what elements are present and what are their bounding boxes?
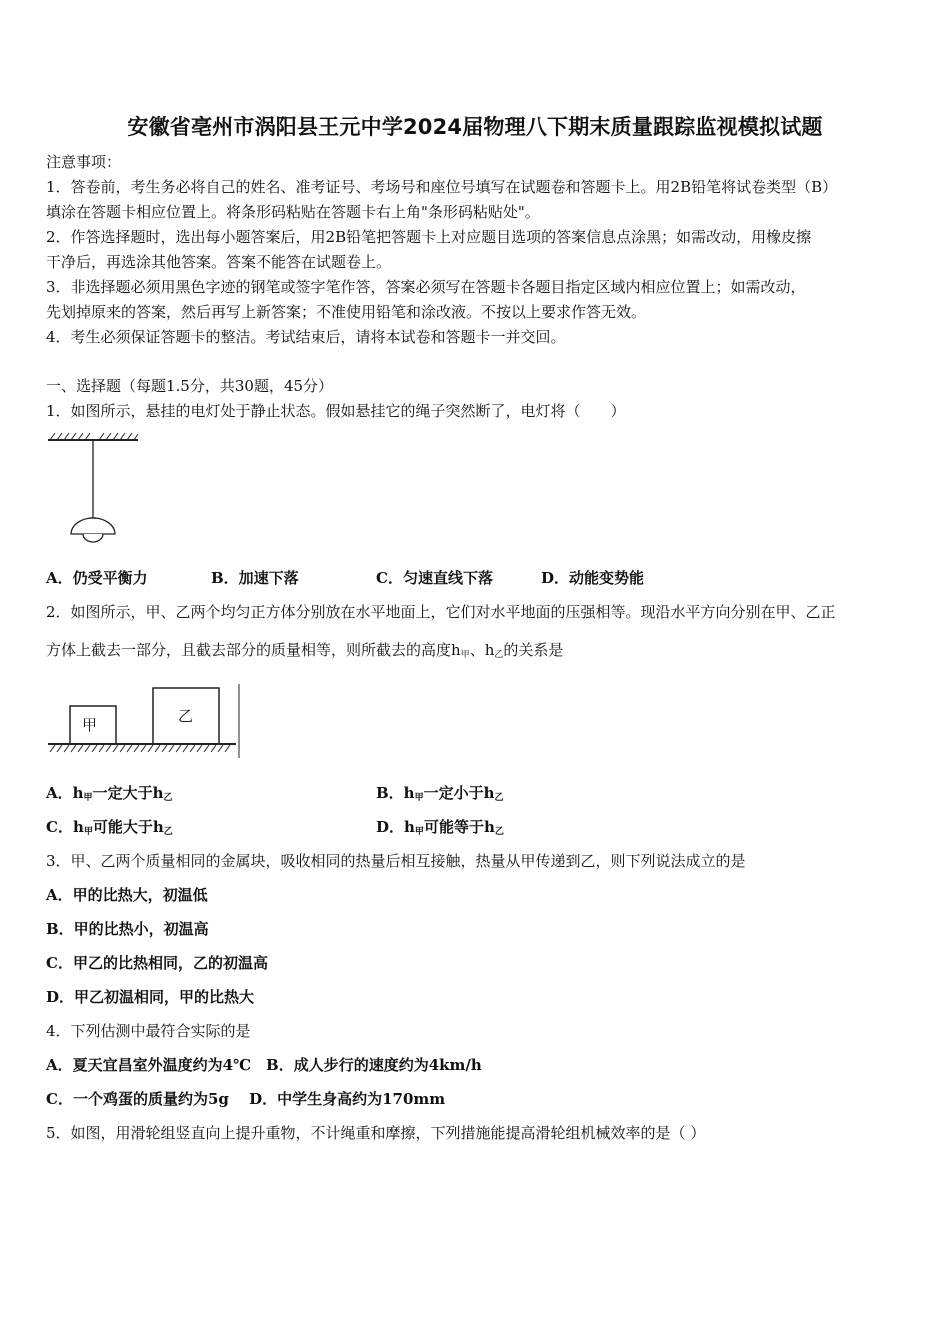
question-1-option-d: D．动能变势能 [541, 569, 645, 587]
question-4-options-ab: A．夏天宜昌室外温度约为4℃ B．成人步行的速度约为4km/h [46, 1056, 482, 1074]
notice-line: 填涂在答题卡相应位置上。将条形码粘贴在答题卡右上角"条形码粘贴处"。 [46, 203, 540, 221]
section-heading: 一、选择题（每题1.5分，共30题，45分） [46, 377, 334, 395]
question-3-option-d: D．甲乙初温相同，甲的比热大 [46, 988, 255, 1006]
cube-jia-label: 甲 [82, 716, 98, 734]
question-1-option-c: C．匀速直线下落 [376, 569, 493, 587]
question-1-stem: 1．如图所示，悬挂的电灯处于静止状态。假如悬挂它的绳子突然断了，电灯将（ ） [46, 402, 626, 420]
question-2-option-d: D．$h_甲$可能等于$h_乙$ [376, 818, 504, 837]
hanging-lamp-figure [46, 436, 146, 551]
question-1-option-a: A．仍受平衡力 [46, 569, 148, 587]
notice-line: 3．非选择题必须用黑色字迹的钢笔或签字笔作答，答案必须写在答题卡各题目指定区域内相应位置上；如需改动， [46, 278, 806, 296]
question-2-stem-line2: 方体上截去一部分，且截去部分的质量相等，则所截去的高度$h_甲$、$h_乙$的关系是 [46, 641, 564, 660]
question-3-option-c: C．甲乙的比热相同，乙的初温高 [46, 954, 268, 972]
question-2-option-c: C．$h_甲$可能大于$h_乙$ [46, 818, 173, 837]
notice-line: 2．作答选择题时，选出每小题答案后，用2B铅笔把答题卡上对应题目选项的答案信息点涂黑；如需改动，用橡皮擦 [46, 228, 812, 246]
notice-line: 4．考生必须保证答题卡的整洁。考试结束后，请将本试卷和答题卡一并交回。 [46, 328, 566, 346]
page-title: 安徽省亳州市涡阳县王元中学2024届物理八下期末质量跟踪监视模拟试题 [127, 115, 823, 139]
question-3-option-b: B．甲的比热小，初温高 [46, 920, 209, 938]
question-4-options-cd: C．一个鸡蛋的质量约为5g D．中学生身高约为170mm [46, 1090, 446, 1108]
question-2-option-b: B．$h_甲$一定小于$h_乙$ [376, 784, 504, 803]
cube-yi-label: 乙 [178, 707, 194, 725]
notice-heading: 注意事项： [46, 153, 122, 171]
question-5-stem: 5．如图，用滑轮组竖直向上提升重物，不计绳重和摩擦，下列措施能提高滑轮组机械效率的是（ ） [46, 1124, 706, 1142]
notice-line: 1．答卷前，考生务必将自己的姓名、准考证号、考场号和座位号填写在试题卷和答题卡上。用2B铅笔将试卷类型（B） [46, 178, 838, 196]
question-3-option-a: A．甲的比热大，初温低 [46, 886, 208, 904]
question-2-stem-line1: 2．如图所示，甲、乙两个均匀正方体分别放在水平地面上，它们对水平地面的压强相等。现沿水平方向分别在甲、乙正 [46, 603, 836, 621]
two-cubes-figure [46, 684, 242, 760]
question-2-option-a: A．$h_甲$一定大于$h_乙$ [46, 784, 173, 803]
notice-line: 干净后，再选涂其他答案。答案不能答在试题卷上。 [46, 253, 392, 271]
question-4-stem: 4．下列估测中最符合实际的是 [46, 1022, 251, 1040]
notice-line: 先划掉原来的答案，然后再写上新答案；不准使用铅笔和涂改液。不按以上要求作答无效。 [46, 303, 647, 321]
question-1-option-b: B．加速下落 [211, 569, 299, 587]
question-3-stem: 3．甲、乙两个质量相同的金属块，吸收相同的热量后相互接触，热量从甲传递到乙，则下列说法成立的是 [46, 852, 746, 870]
